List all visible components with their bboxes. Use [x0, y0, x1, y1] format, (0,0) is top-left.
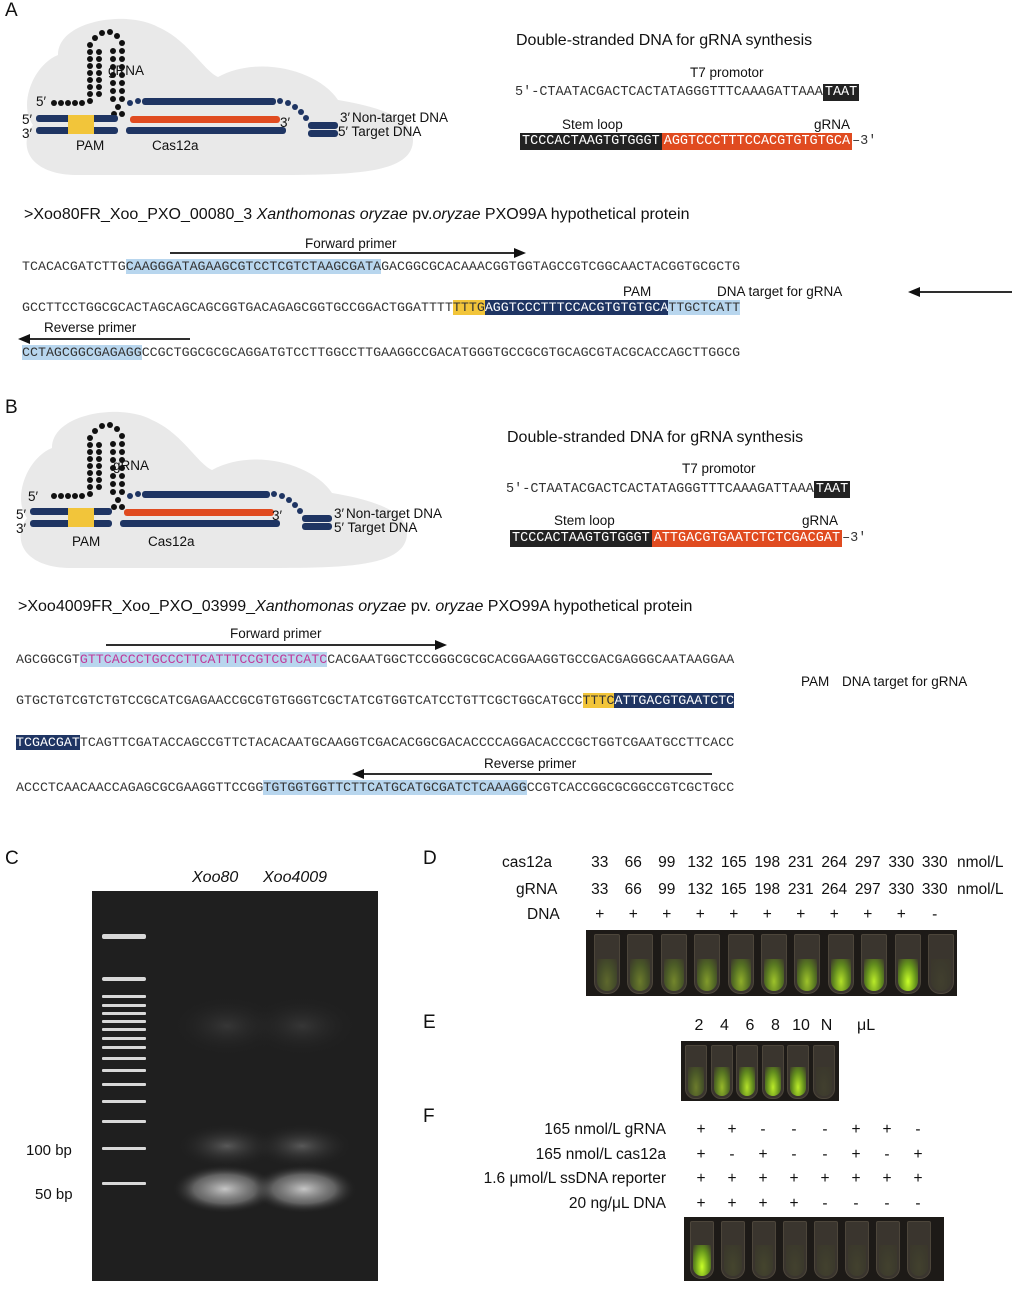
reaction-tube	[783, 1221, 807, 1279]
d-unit-1: nmol/L	[957, 854, 1004, 871]
a-non-target-label: Non-target DNA	[352, 110, 449, 125]
c-gel-image	[92, 891, 378, 1281]
a-reverse-primer-seq-1: TTGCTCATT	[668, 300, 741, 315]
value-cell: 33	[591, 881, 609, 898]
reaction-tube	[627, 934, 653, 994]
f-row-value: -	[791, 1145, 797, 1163]
f-row-label: 165 nmol/L gRNA	[544, 1121, 666, 1138]
value-cell: +	[695, 906, 705, 923]
tube-fluorescence	[864, 959, 884, 991]
f-row-value: -	[915, 1194, 921, 1212]
tube-fluorescence	[879, 1245, 897, 1276]
e-tube-photo	[681, 1041, 839, 1101]
value-cell: +	[662, 906, 672, 923]
b-forward-primer-seq: GTTCACCCTGCCCTTCATTTCCGTCGTCATC	[79, 652, 328, 667]
tube-fluorescence	[786, 1245, 804, 1276]
b-grna-label: gRNA	[113, 458, 150, 473]
value-cell: +	[796, 906, 806, 923]
panel-d-letter: D	[423, 848, 437, 869]
b-seq-line-4: ACCCTCAACAACCAGAGCGCGAAGGTTCCGGTGTGGTGGTTCTTCATGCATGCGATCTCAAAGGCCGTCACCGGCGCGGCCGTCGCTGCC	[16, 780, 735, 795]
f-row-value: +	[913, 1170, 923, 1187]
a-target-seq: AGGTCCCTTTCCACGTGTGTGCA	[484, 300, 669, 315]
a-3prime-right: 3′	[340, 110, 351, 125]
a-5prime-mid: 5′	[22, 112, 33, 127]
b-5prime-top: 5′	[28, 489, 39, 504]
f-row-value: -	[915, 1121, 921, 1138]
value-cell: 330	[921, 881, 948, 898]
volume-label: 10	[792, 1017, 810, 1034]
tube-fluorescence	[597, 959, 617, 991]
a-seq-line-2: GCCTTCCTGGCGCACTAGCAGCAGCGGTGACAGAGCGGTGCCGGACTGGATTTTTTTGAGGTCCCTTTCCACGTGTGTGCATTGCTCATT	[22, 300, 741, 315]
f-tube-photo	[684, 1217, 944, 1281]
a-t7-label: T7 promotor	[690, 65, 764, 80]
tube-fluorescence	[848, 1245, 866, 1276]
f-row-value: -	[884, 1194, 890, 1212]
a-stem-loop-label: Stem loop	[562, 117, 623, 132]
b-sequence-header: >Xoo4009FR_Xoo_PXO_03999_Xanthomonas oryzae pv. oryzae PXO99A hypothetical protein	[18, 598, 693, 615]
tube-fluorescence	[816, 1067, 832, 1096]
f-row-value: +	[696, 1145, 706, 1163]
a-seq-line-1: TCACACGATCTTGCAAGGGATAGAAGCGTCCTCGTCTAAGCGATAGACGGCGCACAAACGGTGGTAGCCGTCGGCAACTACGGTGCGCTG	[22, 259, 741, 274]
volume-label: 2	[694, 1017, 704, 1034]
reaction-tube	[685, 1045, 707, 1099]
reaction-tube	[787, 1045, 809, 1099]
value-cell: 99	[658, 881, 676, 898]
f-row-value: +	[696, 1194, 706, 1212]
b-seq-line-1: AGCGGCGTGTTCACCCTGCCCTTCATTTCCGTCGTCATCCACGAATGGCTCCGGGCGCGCACGGAAGGTGCCGACGAGGGCAATAAGGAA	[16, 652, 735, 667]
d-cas12a-row-label: cas12a	[502, 854, 552, 871]
a-forward-arrow	[168, 247, 528, 259]
tube-fluorescence	[898, 959, 918, 991]
b-stem-loop-label: Stem loop	[554, 513, 615, 528]
value-cell: 198	[754, 854, 781, 871]
f-row-value: +	[789, 1194, 799, 1212]
b-forward-primer-label: Forward primer	[230, 626, 322, 641]
reaction-tube	[895, 934, 921, 994]
reaction-tube	[594, 934, 620, 994]
a-3prime-grna: 3′	[280, 115, 291, 130]
b-t7-sequence: 5′-CTAATACGACTCACTATAGGGTTTCAAAGATTAAA TAAT	[506, 482, 849, 497]
f-row-value: -	[822, 1145, 828, 1163]
b-grna-seq: ATTGACGTGAATCTCTCGACGAT	[653, 531, 841, 546]
value-cell: +	[829, 906, 839, 923]
value-cell: 66	[624, 881, 642, 898]
f-row-value: -	[822, 1194, 828, 1212]
f-row-value: -	[729, 1145, 735, 1163]
value-cell: +	[729, 906, 739, 923]
reaction-tube	[761, 934, 787, 994]
f-row-value: +	[758, 1145, 768, 1163]
value-cell: 264	[821, 881, 848, 898]
a-forward-primer-seq: CAAGGGATAGAAGCGTCCTCGTCTAAGCGATA	[125, 259, 382, 274]
value-cell: 264	[821, 854, 848, 871]
f-row-value: +	[696, 1170, 706, 1187]
b-reverse-primer-label: Reverse primer	[484, 756, 577, 771]
panel-a-cas12a-diagram	[18, 15, 458, 180]
b-non-target-label: Non-target DNA	[346, 506, 443, 521]
tube-fluorescence	[697, 959, 717, 991]
value-cell: 165	[720, 881, 747, 898]
f-row-value: +	[758, 1194, 768, 1212]
value-cell: +	[896, 906, 906, 923]
tube-fluorescence	[831, 959, 851, 991]
value-cell: +	[762, 906, 772, 923]
panel-e-letter: E	[423, 1012, 436, 1033]
value-cell: 198	[754, 881, 781, 898]
panel-c-letter: C	[5, 848, 19, 869]
tube-fluorescence	[817, 1245, 835, 1276]
tube-fluorescence	[797, 959, 817, 991]
a-ds-title: Double-stranded DNA for gRNA synthesis	[516, 32, 813, 49]
f-row-value: -	[822, 1121, 828, 1138]
b-reverse-primer-seq: TGTGGTGGTTCTTCATGCATGCGATCTCAAAGG	[263, 780, 527, 795]
f-row-value: +	[851, 1121, 861, 1138]
a-stem-seq: TCCCACTAAGTGTGGGT	[522, 134, 660, 149]
reaction-tube	[794, 934, 820, 994]
b-seq-line-3: TCGACGATTCAGTTCGATACCAGCCGTTCTACACAATGCAAGGTCGACACGGCGACACCCCAGGACACCCGCTGGTCGAATGCCTTCACC	[16, 735, 735, 750]
reaction-tube	[690, 1221, 714, 1279]
reaction-tube	[861, 934, 887, 994]
a-seq-line-3: CCTAGCGGCGAGAGGCCGCTGGCGCGCAGGATGTCCTTGGCCTTGAAGGCCGACATGGGTGCCGCGTGCAGCGTACGCACCAGCTTGGCG	[22, 345, 741, 360]
reaction-tube	[762, 1045, 784, 1099]
f-row-value: +	[882, 1170, 892, 1187]
tube-fluorescence	[764, 959, 784, 991]
f-row-value: -	[760, 1121, 766, 1138]
reaction-tube	[728, 934, 754, 994]
tube-fluorescence	[714, 1067, 730, 1096]
panel-b-letter: B	[5, 397, 18, 418]
d-grna-row-label: gRNA	[516, 881, 558, 898]
value-cell: 231	[787, 854, 814, 871]
reaction-tube	[845, 1221, 869, 1279]
value-cell: 99	[658, 854, 676, 871]
f-row-value: +	[727, 1121, 737, 1138]
value-cell: -	[932, 906, 938, 923]
a-3prime-left: 3′	[22, 126, 33, 141]
a-reverse-primer-label: Reverse primer	[44, 320, 137, 335]
a-pam-label: PAM	[76, 138, 105, 153]
b-target-seq-2: TCGACGAT	[16, 735, 80, 750]
f-row-value: +	[820, 1170, 830, 1187]
a-pam-seq: TTTG	[452, 300, 485, 315]
a-t7-sequence: 5′-CTAATACGACTCACTATAGGGTTTCAAAGATTAAA TAAT	[515, 85, 858, 100]
b-reverse-arrow	[352, 768, 714, 780]
value-cell: 297	[854, 854, 881, 871]
reaction-tube	[736, 1045, 758, 1099]
b-forward-arrow	[104, 639, 449, 651]
c-marker-100bp: 100 bp	[26, 1142, 72, 1159]
tube-fluorescence	[688, 1067, 704, 1096]
c-lane-xoo80: Xoo80	[192, 869, 239, 886]
f-row-value: +	[727, 1170, 737, 1187]
f-row-value: -	[884, 1145, 890, 1163]
value-cell: 231	[787, 881, 814, 898]
a-grna-seq: AGGTCCCTTTCCACGTGTGTGCA	[663, 134, 851, 149]
value-cell: +	[863, 906, 873, 923]
a-5prime-top: 5′	[36, 94, 47, 109]
reaction-tube	[694, 934, 720, 994]
f-row-value: +	[851, 1145, 861, 1163]
reaction-tube	[813, 1045, 835, 1099]
tube-fluorescence	[755, 1245, 773, 1276]
a-reverse-arrow	[18, 333, 192, 345]
tube-fluorescence	[790, 1067, 806, 1096]
reaction-tube	[711, 1045, 733, 1099]
d-unit-2: nmol/L	[957, 881, 1004, 898]
f-row-label: 20 ng/μL DNA	[568, 1194, 666, 1212]
a-target-label: 5′ Target DNA	[338, 124, 422, 139]
a-forward-primer-label: Forward primer	[305, 236, 397, 251]
tube-fluorescence	[731, 959, 751, 991]
tube-fluorescence	[724, 1245, 742, 1276]
f-row-value: +	[882, 1121, 892, 1138]
b-stem-grna-sequence: TCCCACTAAGTGTGGGT ATTGACGTGAATCTCTCGACGAT –3′	[512, 531, 867, 546]
d-dna-row-label: DNA	[527, 906, 560, 923]
tube-fluorescence	[910, 1245, 928, 1276]
f-row-value: +	[696, 1121, 706, 1138]
reaction-tube	[661, 934, 687, 994]
tube-fluorescence	[931, 959, 951, 991]
f-row-label: 1.6 μmol/L ssDNA reporter	[483, 1170, 666, 1187]
b-target-seq-label: DNA target for gRNA	[842, 674, 968, 689]
b-target-label: 5′ Target DNA	[334, 520, 418, 535]
a-cas12a-label: Cas12a	[152, 138, 199, 153]
tube-fluorescence	[765, 1067, 781, 1096]
value-cell: 132	[687, 854, 714, 871]
value-cell: 66	[624, 854, 642, 871]
reaction-tube	[752, 1221, 776, 1279]
volume-label: 4	[720, 1017, 729, 1034]
b-cas12a-label: Cas12a	[148, 534, 195, 549]
reaction-tube	[876, 1221, 900, 1279]
panel-a-letter: A	[5, 0, 18, 21]
a-target-seq-label: DNA target for gRNA	[717, 284, 843, 299]
b-pam-seq-label: PAM	[801, 674, 830, 689]
b-grna-seq-label: gRNA	[802, 513, 839, 528]
f-row-value: +	[758, 1170, 768, 1187]
tube-fluorescence	[739, 1067, 755, 1096]
b-stem-seq: TCCCACTAAGTGTGGGT	[512, 531, 650, 546]
reaction-tube	[828, 934, 854, 994]
b-target-seq-1: ATTGACGTGAATCTC	[614, 693, 735, 708]
f-row-value: -	[791, 1121, 797, 1138]
volume-label: 6	[745, 1017, 755, 1034]
c-lane-xoo4009: Xoo4009	[263, 869, 328, 886]
volume-label: 8	[771, 1017, 780, 1034]
b-ds-title: Double-stranded DNA for gRNA synthesis	[507, 429, 804, 446]
b-t7-box: TAAT	[815, 482, 849, 497]
value-cell: 330	[921, 854, 948, 871]
c-marker-50bp: 50 bp	[35, 1186, 73, 1203]
b-5prime-mid: 5′	[16, 507, 27, 522]
tube-fluorescence	[664, 959, 684, 991]
value-cell: 297	[854, 881, 881, 898]
value-cell: +	[628, 906, 638, 923]
reaction-tube	[907, 1221, 931, 1279]
reaction-tube	[721, 1221, 745, 1279]
value-cell: 165	[720, 854, 747, 871]
a-grna-seq-label: gRNA	[814, 117, 851, 132]
value-cell: 330	[888, 881, 915, 898]
a-reverse-primer-seq-2: CCTAGCGGCGAGAGG	[22, 345, 142, 360]
b-3prime-right: 3′	[334, 506, 345, 521]
a-stem-grna-sequence: TCCCACTAAGTGTGGGT AGGTCCCTTTCCACGTGTGTGCA –3′	[522, 134, 877, 149]
value-cell: 33	[591, 854, 609, 871]
b-3prime-grna: 3′	[272, 508, 283, 523]
f-row-value: -	[853, 1194, 859, 1212]
a-pam-seq-label: PAM	[623, 284, 652, 299]
reaction-tube	[814, 1221, 838, 1279]
tube-fluorescence	[693, 1245, 711, 1276]
f-row-value: +	[851, 1170, 861, 1187]
value-cell: 132	[687, 881, 714, 898]
value-cell: +	[595, 906, 605, 923]
e-unit: μL	[857, 1017, 876, 1034]
panel-f-letter: F	[423, 1106, 435, 1127]
f-row-value: +	[727, 1194, 737, 1212]
volume-label: N	[820, 1017, 833, 1034]
a-sequence-header: >Xoo80FR_Xoo_PXO_00080_3 Xanthomonas oryzae pv.oryzae PXO99A hypothetical protein	[24, 206, 690, 223]
reaction-tube	[928, 934, 954, 994]
f-row-value: +	[789, 1170, 799, 1187]
d-tube-photo	[586, 930, 957, 996]
a-t7-box: TAAT	[824, 85, 858, 100]
f-row-value: +	[913, 1145, 923, 1163]
b-t7-label: T7 promotor	[682, 461, 756, 476]
value-cell: 330	[888, 854, 915, 871]
b-seq-line-2: GTGCTGTCGTCTGTCCGCATCGAGAACCGCGTGTGGGTCGCTATCGTGGTCATCCTGTTCGCTGGCATGCCTTTCATTGACGTGAATCTC	[16, 693, 735, 708]
a-grna-label: gRNA	[108, 63, 145, 78]
f-row-label: 165 nmol/L cas12a	[535, 1145, 666, 1163]
b-pam-seq: TTTC	[582, 693, 615, 708]
b-pam-label: PAM	[72, 534, 101, 549]
a-reverse-arrow-top	[908, 286, 1014, 298]
tube-fluorescence	[630, 959, 650, 991]
b-3prime-left: 3′	[16, 521, 27, 536]
